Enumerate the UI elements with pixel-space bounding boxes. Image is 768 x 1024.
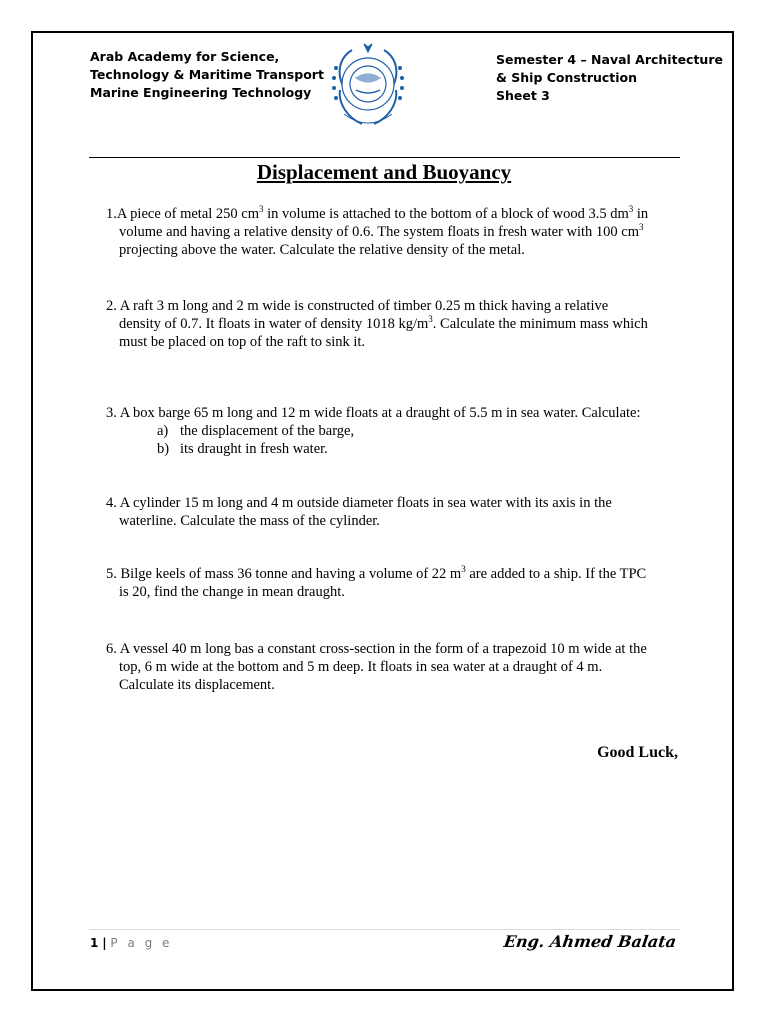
question-5: [106, 565, 676, 601]
question-line: is 20, find the change in mean draught.: [119, 584, 345, 600]
question-line: [106, 315, 676, 333]
question-text: 1.A piece of metal 250 cm: [106, 206, 260, 222]
question-text: in volume is attached to the bottom of a block of wood 3.5 dm: [263, 206, 629, 222]
header-left-line: Marine Engineering Technology: [90, 85, 312, 100]
sub-item-label: a): [157, 423, 169, 439]
header-institution: [90, 48, 324, 102]
footer-divider: [89, 929, 680, 930]
header-right-line: Semester 4 – Naval Architecture: [496, 52, 723, 67]
question-line: [106, 565, 676, 583]
question-line: must be placed on top of the raft to sink it.: [119, 334, 366, 350]
superscript: 3: [628, 204, 634, 215]
question-text: in: [633, 206, 649, 222]
header-right-line: & Ship Construction: [496, 70, 638, 85]
superscript: 3: [259, 204, 264, 215]
sub-item-label: b): [157, 441, 170, 457]
sub-item: [106, 440, 676, 458]
closing-text: Good Luck,: [597, 744, 678, 761]
question-line: [106, 223, 676, 241]
header-right-line: Sheet 3: [496, 88, 550, 103]
sub-item-text: its draught in fresh water.: [180, 441, 328, 457]
question-line: Calculate its displacement.: [119, 677, 275, 693]
sub-item: [106, 422, 676, 440]
page-title: Displacement and Buoyancy: [256, 160, 512, 184]
question-1: [106, 205, 676, 259]
header-course: [496, 51, 723, 105]
question-line: top, 6 m wide at the bottom and 5 m deep. It floats in sea water at a draught of 4 m.: [119, 659, 603, 675]
question-3: [106, 404, 676, 458]
header-left-line: Technology & Maritime Transport: [90, 67, 324, 82]
header-left-line: Arab Academy for Science,: [90, 49, 280, 64]
page-word: P a g e: [110, 936, 173, 950]
question-line: waterline. Calculate the mass of the cylinder.: [119, 513, 380, 529]
question-text: are added to a ship. If the TPC: [465, 566, 647, 582]
question-line: projecting above the water. Calculate the relative density of the metal.: [119, 242, 525, 258]
page-number-separator: |: [102, 936, 107, 950]
superscript: 3: [428, 314, 433, 325]
superscript: 3: [461, 564, 466, 575]
author-signature: Eng. Ahmed Balata: [502, 932, 678, 951]
question-6: [106, 640, 676, 694]
question-line: 6. A vessel 40 m long bas a constant cross-section in the form of a trapezoid 10 m wide at the: [106, 641, 647, 657]
question-line: 2. A raft 3 m long and 2 m wide is constructed of timber 0.25 m thick having a relative: [106, 298, 609, 314]
superscript: 3: [639, 222, 644, 233]
question-text: density of 0.7. It floats in water of density 1018 kg/m: [119, 316, 429, 332]
question-line: 3. A box barge 65 m long and 12 m wide floats at a draught of 5.5 m in sea water. Calculate:: [106, 405, 641, 421]
academy-logo: [328, 38, 408, 136]
question-text: 5. Bilge keels of mass 36 tonne and having a volume of 22 m: [106, 566, 462, 582]
question-2: [106, 297, 676, 351]
question-4: [106, 494, 676, 530]
page-number-value: 1: [90, 936, 99, 950]
question-text: . Calculate the minimum mass which: [432, 316, 648, 332]
page-number: [90, 936, 172, 950]
question-line: [106, 205, 676, 223]
question-text: volume and having a relative density of 0.6. The system floats in fresh water with 100 cm: [119, 224, 639, 240]
question-line: 4. A cylinder 15 m long and 4 m outside diameter floats in sea water with its axis in the: [106, 495, 612, 511]
sub-item-text: the displacement of the barge,: [180, 423, 355, 439]
